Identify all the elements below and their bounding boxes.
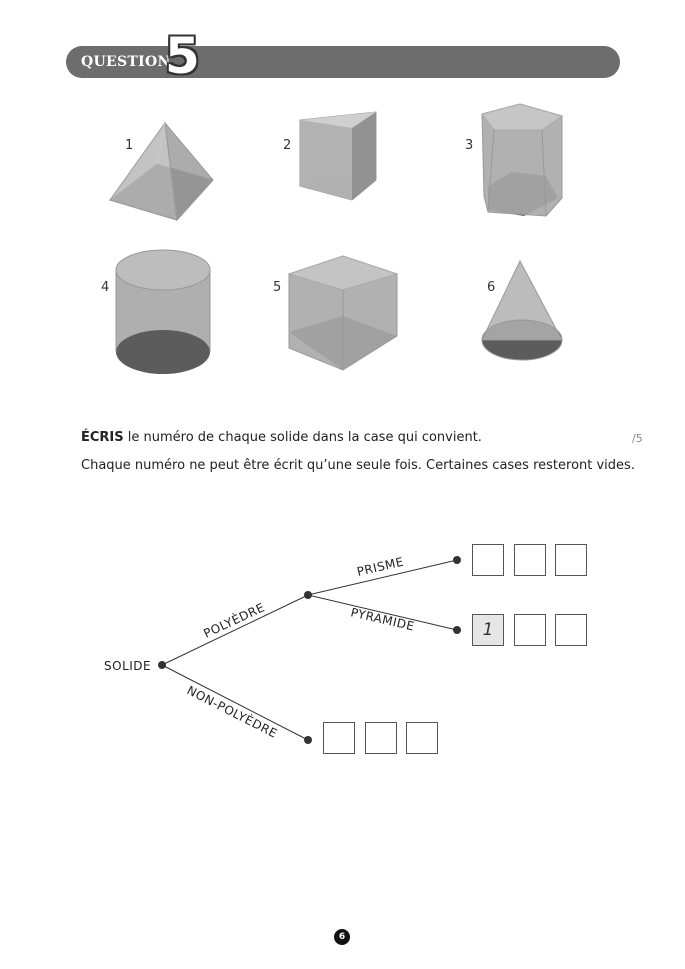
question-number: 5	[165, 27, 200, 85]
instruction-verb: ÉCRIS	[81, 430, 124, 445]
label-polyedre: POLYÈDRE	[201, 600, 267, 641]
solid-number-2: 2	[283, 138, 292, 153]
node-prisme	[453, 556, 461, 564]
solid-number-3: 3	[465, 138, 474, 153]
edge-solide-non-polyedre	[162, 665, 308, 740]
answer-box-prisme-2[interactable]	[514, 544, 546, 576]
solid-number-4: 4	[101, 280, 110, 295]
answer-box-pyramide-1[interactable]: 1	[472, 614, 504, 646]
solid-number-1: 1	[125, 138, 134, 153]
answer-box-non-polyedre-2[interactable]	[365, 722, 397, 754]
node-pyramide	[453, 626, 461, 634]
answer-box-non-polyedre-1[interactable]	[323, 722, 355, 754]
solid-number-5: 5	[273, 280, 282, 295]
score-label: /5	[632, 432, 643, 445]
node-non-polyedre	[304, 736, 312, 744]
node-solide	[158, 661, 166, 669]
answer-box-non-polyedre-3[interactable]	[406, 722, 438, 754]
solid-number-6: 6	[487, 280, 496, 295]
instruction-line-2: Chaque numéro ne peut être écrit qu’une seule fois. Certaines cases resteront vides.	[81, 458, 635, 473]
edge-solide-polyedre	[162, 595, 308, 665]
answer-box-pyramide-3[interactable]	[555, 614, 587, 646]
page-number: 6	[334, 929, 350, 945]
label-pyramide: PYRAMIDE	[349, 605, 416, 634]
node-polyedre	[304, 591, 312, 599]
label-non-polyedre: NON-POLYÈDRE	[184, 683, 280, 741]
answer-box-prisme-1[interactable]	[472, 544, 504, 576]
label-prisme: PRISME	[355, 554, 406, 579]
answer-box-pyramide-2[interactable]	[514, 614, 546, 646]
instruction-text: le numéro de chaque solide dans la case qui convient.	[123, 430, 482, 445]
answer-box-prisme-3[interactable]	[555, 544, 587, 576]
label-solide: SOLIDE	[104, 659, 152, 673]
question-label: QUESTION	[81, 54, 171, 70]
